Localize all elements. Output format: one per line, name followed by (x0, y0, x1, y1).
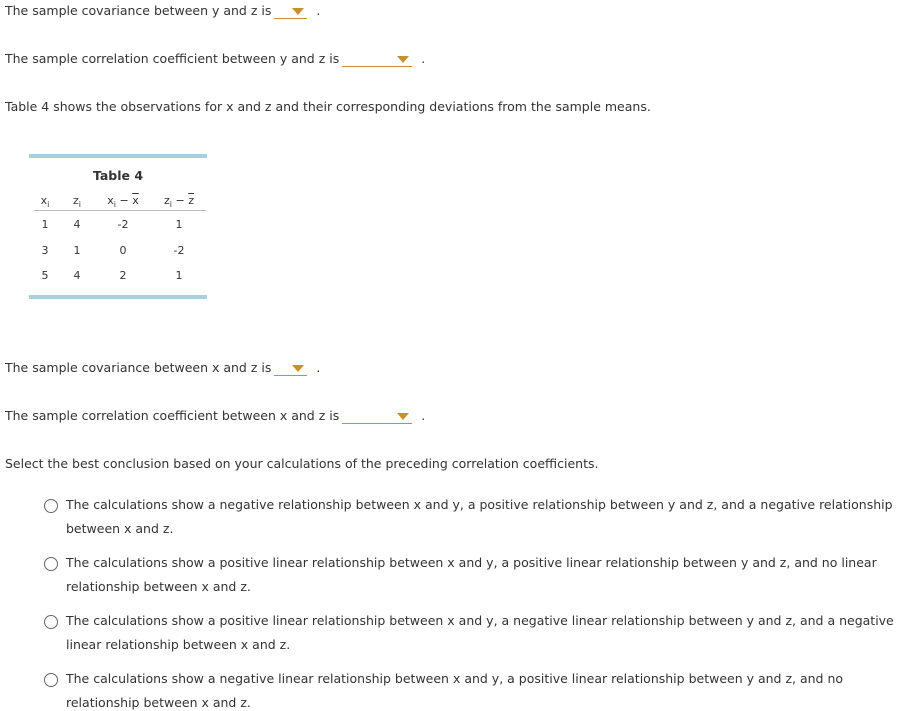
cov-xz-dropdown[interactable] (274, 361, 307, 376)
table-cell: 1 (73, 244, 81, 257)
option-2-label[interactable]: The calculations show a positive linear relationship between x and y, a positive linear relationship between y and z, and no linear relationship between x and z. (66, 555, 877, 594)
option-1-label[interactable]: The calculations show a negative relationship between x and y, a positive relationship between y and z, and a negative relationship between x and z. (66, 497, 893, 536)
table-bottom-rule (29, 295, 207, 299)
period: . (316, 3, 321, 18)
radio-button[interactable] (44, 615, 58, 629)
chevron-down-icon (292, 365, 304, 372)
corr-yz-dropdown[interactable] (342, 52, 412, 67)
period: . (421, 408, 426, 423)
period: . (421, 51, 426, 66)
chevron-down-icon (292, 8, 304, 15)
header-xi-dev: $x_i - \overline{x}$ (107, 194, 139, 210)
question-cov-xz (5, 360, 320, 376)
table-cell: 4 (73, 269, 81, 282)
chevron-down-icon (397, 413, 409, 420)
radio-button[interactable] (44, 499, 58, 513)
table-4 (29, 154, 207, 300)
table-cell: 5 (41, 269, 49, 282)
radio-button[interactable] (44, 557, 58, 571)
table-header-divider (34, 210, 206, 211)
table-cell: 3 (41, 244, 49, 257)
question-cov-xz-text: The sample covariance between x and z is (5, 360, 272, 375)
period: . (316, 360, 321, 375)
table-cell: 4 (73, 218, 81, 231)
radio-button[interactable] (44, 673, 58, 687)
option-4-label[interactable]: The calculations show a negative linear relationship between x and y, a positive linear relationship between y and z, and no relationship between x and z. (66, 671, 844, 710)
question-corr-xz (5, 408, 425, 424)
header-zi: $z_i$ (72, 194, 81, 210)
table-cell: 2 (119, 269, 127, 282)
question-corr-xz-text: The sample correlation coefficient between x and z is (5, 408, 340, 423)
cov-yz-dropdown[interactable] (274, 4, 307, 19)
table-cell: -2 (117, 218, 129, 231)
question-corr-yz-text: The sample correlation coefficient between y and z is (5, 51, 340, 66)
table-cell: -2 (173, 244, 185, 257)
table-cell: 1 (41, 218, 49, 231)
option-3-label[interactable]: The calculations show a positive linear relationship between x and y, a negative linear relationship between y and z, and a negative linear relationship between x and z. (66, 613, 894, 652)
header-zi-dev: $z_i - \overline{z}$ (163, 194, 194, 210)
table-intro: Table 4 shows the observations for x and z and their corresponding deviations from the sample means. (5, 99, 651, 114)
table-cell: 0 (119, 244, 127, 257)
question-cov-yz-text: The sample covariance between y and z is (5, 3, 272, 18)
question-cov-yz (5, 3, 320, 19)
table-cell: 1 (175, 218, 183, 231)
table-caption: Table 4 (92, 168, 144, 183)
table-cell: 1 (175, 269, 183, 282)
conclusion-prompt: Select the best conclusion based on your calculations of the preceding correlation coefficients. (5, 456, 599, 471)
header-xi: $x_i$ (40, 194, 50, 210)
table-top-rule (29, 154, 207, 158)
corr-xz-dropdown[interactable] (342, 409, 412, 424)
chevron-down-icon (397, 56, 409, 63)
question-corr-yz (5, 51, 425, 67)
